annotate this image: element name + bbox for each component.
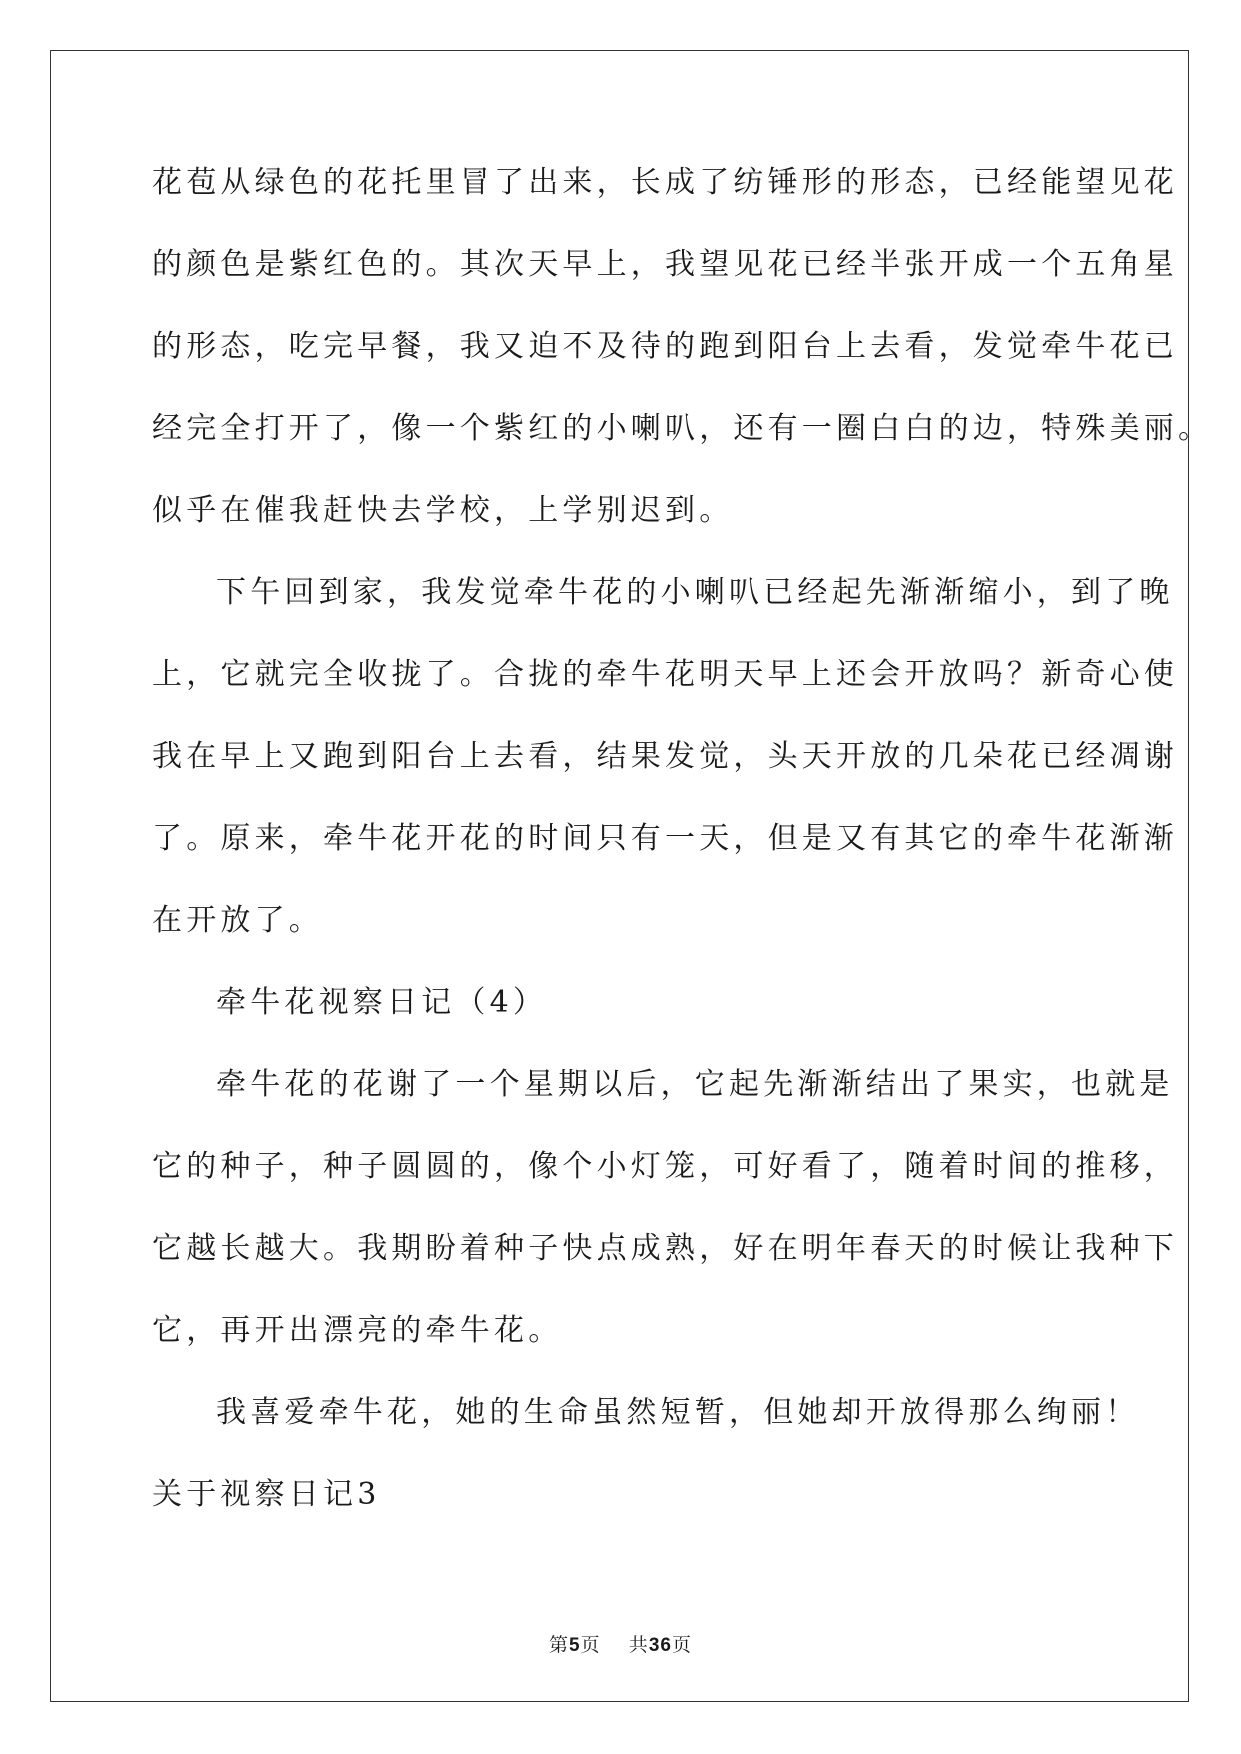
text-line: 它的种子，种子圆圆的，像个小灯笼，可好看了，随着时间的推移， (152, 1149, 1178, 1184)
text-line: 下午回到家，我发觉牵牛花的小喇叭已经起先渐渐缩小，到了晚 (216, 575, 1174, 610)
text-line: 似乎在催我赶快去学校，上学别迟到。 (152, 493, 734, 528)
text-line: 牵牛花的花谢了一个星期以后，它起先渐渐结出了果实，也就是 (216, 1067, 1174, 1102)
page-number: 5 (569, 1635, 581, 1656)
text-line: 上，它就完全收拢了。合拢的牵牛花明天早上还会开放吗？新奇心使 (152, 657, 1178, 692)
text-line: 它越长越大。我期盼着种子快点成熟，好在明年春天的时候让我种下 (152, 1231, 1178, 1266)
footer-page-suffix: 页 (580, 1634, 601, 1656)
footer-prefix: 第 (549, 1634, 570, 1656)
text-line: 它，再开出漂亮的牵牛花。 (152, 1313, 563, 1348)
section-heading: 牵牛花视察日记（4） (216, 985, 548, 1020)
text-line: 经完全打开了，像一个紫红的小喇叭，还有一圈白白的边，特殊美丽。 (152, 411, 1213, 446)
text-line: 的形态，吃完早餐，我又迫不及待的跑到阳台上去看，发觉牵牛花已 (152, 329, 1178, 364)
text-line: 在开放了。 (152, 903, 323, 938)
text-line: 的颜色是紫红色的。其次天早上，我望见花已经半张开成一个五角星 (152, 247, 1178, 282)
text-line: 我喜爱牵牛花，她的生命虽然短暂，但她却开放得那么绚丽！ (216, 1395, 1140, 1430)
footer-total-suffix: 页 (671, 1634, 692, 1656)
text-line: 了。原来，牵牛花开花的时间只有一天，但是又有其它的牵牛花渐渐 (152, 821, 1178, 856)
footer-total-prefix: 共 (628, 1634, 649, 1656)
total-pages: 36 (648, 1635, 672, 1656)
text-line: 花苞从绿色的花托里冒了出来，长成了纺锤形的形态，已经能望见花 (152, 165, 1178, 200)
text-line: 我在早上又跑到阳台上去看，结果发觉，头天开放的几朵花已经凋谢 (152, 739, 1178, 774)
section-heading: 关于视察日记3 (152, 1477, 381, 1512)
document-body (152, 160, 1213, 1554)
page-footer (0, 1630, 1241, 1657)
